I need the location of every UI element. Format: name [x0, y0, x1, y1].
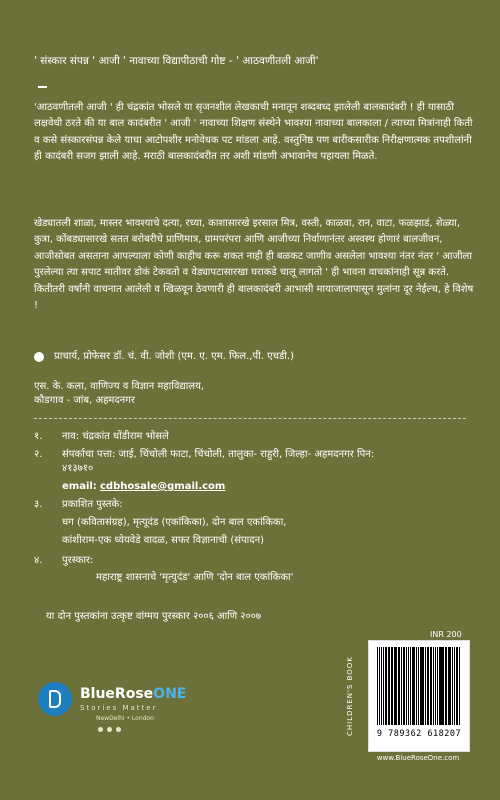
barcode-bar — [385, 647, 387, 725]
barcode-bar — [396, 647, 397, 725]
twitter-icon — [116, 727, 121, 732]
info-row-books — [34, 498, 474, 512]
info-number: २. — [34, 449, 43, 460]
publisher-cities: NewDelhi • London — [96, 715, 154, 722]
info-row-address — [34, 448, 474, 462]
author-address: संपर्काचा पत्ता: जाई, चिंचोली फाटा, चिंचोली, तालुका- राहुरी, जिल्हा- अहमदनगर पिन: — [62, 449, 375, 460]
tagline: ' संस्कार संपन्न ' आजी ' नावाच्या विद्यापीठाची गोष्ट - ' आठवणीतली आजी' — [34, 55, 319, 67]
info-row-books-2 — [34, 534, 474, 548]
barcode-bar — [435, 647, 436, 725]
email-link[interactable]: cdbhosale@gmail.com — [100, 481, 226, 492]
instagram-icon — [98, 727, 103, 732]
category-label: CHILDREN'S BOOK — [346, 656, 354, 736]
publisher-name-main: BlueRose — [80, 686, 154, 702]
barcode-bar — [427, 647, 429, 725]
barcode-bar — [431, 647, 432, 725]
barcode-bar — [454, 647, 455, 725]
isbn-barcode — [368, 640, 470, 752]
barcode-bar — [449, 647, 451, 725]
info-row-awards — [34, 554, 474, 568]
barcode-bar — [423, 647, 424, 725]
barcode-bar — [420, 647, 421, 725]
publisher-website: www.BlueRoseOne.com — [376, 754, 460, 762]
barcode-bar — [377, 647, 378, 725]
author-name: नाव: चंद्रकांत धोंडीराम भोसले — [62, 431, 169, 442]
price: INR 200 — [430, 630, 462, 639]
barcode-bar — [401, 647, 402, 725]
separator-dash — [38, 86, 47, 88]
info-number: ३. — [34, 499, 43, 510]
barcode-bar — [413, 647, 415, 725]
dashed-divider — [34, 418, 466, 419]
author-pincode: ४१३७१० — [62, 463, 94, 474]
barcode-bar — [408, 647, 409, 725]
awards-label: पुरस्कार: — [62, 555, 94, 566]
info-row-awards-1 — [34, 571, 474, 585]
info-row-books-1 — [34, 516, 474, 530]
social-icons — [98, 727, 121, 732]
facebook-icon — [107, 727, 112, 732]
barcode-bar — [398, 647, 400, 725]
email-label: email: — [62, 481, 97, 492]
barcode-bar — [459, 647, 460, 725]
barcode-bar — [446, 647, 447, 725]
barcode-bar — [392, 647, 393, 725]
bluerose-logo-icon — [38, 682, 72, 716]
awards-detail: महाराष्ट्र शासनाचे 'मृत्युदंड' आणि 'दोन बाल एकांकिका' — [96, 572, 294, 583]
info-number: ४. — [34, 555, 43, 566]
reviewer-name: प्राचार्य, प्रोफेसर डॉ. चं. वी. जोशी (एम. ए. एम. फिल.,पी. एचडी.) — [54, 351, 294, 362]
info-row-name — [34, 430, 474, 444]
info-row-pincode — [34, 462, 474, 476]
barcode-bar — [381, 647, 382, 725]
barcode-bars — [377, 647, 461, 725]
reviewer-place: कौडगाव - जांब, अहमदनगर — [34, 395, 135, 406]
publisher-name-accent: ONE — [153, 686, 187, 702]
review-paragraph-2: खेड्यातली शाळा, मास्तर भावश्याचे दत्या, रध्या, काशासारखे इरसाल मित्र, वस्ती, काळवा, रान, वाटा, फळझाडं, शेळ्या, कुत्रा, कोंबड्यासारखे सतत बरोबरीचे प्राणिमात्र, ग्रामपरंपरा आणि आजीच्या निर्वाणानंतर अस्वस्थ होणारं बालजीवन, आजीसोबत असताना आपल्याला कोणी काहीच करू शकत नाही ही बळकट जाणीव असलेला भावश्या नंतर नंतर ' आजीला पुरलेल्या त्या सपाट मातीवर डोकं टेकवतो व वेड्यापटासारखा घराकडे चालू लागतो ' ही भावना वाचकांनाही सून्न करते. कितीतरी वर्षांनी वाचनात आलेली व खिळवून ठेवणारी ही बालकादंबरी आभासी मायाजालापासून मुलांना दूर नेईल्च, हे विशेष ! — [34, 218, 474, 312]
barcode-bar — [412, 647, 413, 725]
info-row-email — [34, 480, 474, 494]
barcode-bar — [416, 647, 417, 725]
review-paragraph-1: 'आठवणीतली आजी ' ही चंद्रकांत भोसले या सृजनशील लेखकाची मनातून शब्दबध्द झालेली बालकादंबरी ! ही यासाठी लक्षवेधी ठरते की या बाल कादंबरीत ' आजी ' नावाच्या शिक्षण संस्थेने भावश्या नावाच्या बालकाला / त्याच्या मित्रांनाही किती व कसे संस्कारसंपन्न केले याचा आटोपशीर मनोवेधक पट मांडला आहे. वस्तुनिष्ठ पण बारीकसारीक निरीक्षणात्मक तपशीलांनी ही कादंबरी सजग झाली आहे. मराठी बालकादंबरीत तर अशी मांडणी अभावानेच पहायला मिळते. — [34, 102, 473, 163]
reviewer-college: एस. के. कला, वाणिज्य व विज्ञान महाविद्यालय, — [34, 381, 205, 392]
barcode-bar — [404, 647, 405, 725]
barcode-bar — [439, 647, 440, 725]
publisher-logo — [38, 682, 188, 742]
publisher-name — [80, 686, 186, 702]
reviewer-name-line — [34, 350, 474, 364]
award-line: या दोन पुस्तकांना उत्कृष्ट वांग्मय पुरस्कार २००६ आणि २००७ — [46, 611, 262, 622]
publisher-tagline: Stories Matter — [80, 704, 158, 712]
barcode-bar — [389, 647, 390, 725]
isbn-number: 9 789362 618207 — [376, 729, 462, 739]
author-info — [34, 430, 474, 585]
barcode-bar — [457, 647, 458, 725]
barcode-bar — [442, 647, 443, 725]
info-number: १. — [34, 431, 43, 442]
bullet-icon — [34, 352, 44, 362]
books-label: प्रकाशित पुस्तके: — [62, 499, 123, 510]
books-list-2: कांशीराम-एक ध्येयवेडे वादळ, सफर विज्ञानाची (संपादन) — [62, 535, 265, 546]
books-list-1: धग (कवितासंग्रह), मृत्यूदंड (एकांकिका), दोन बाल एकांकिका, — [62, 517, 287, 528]
